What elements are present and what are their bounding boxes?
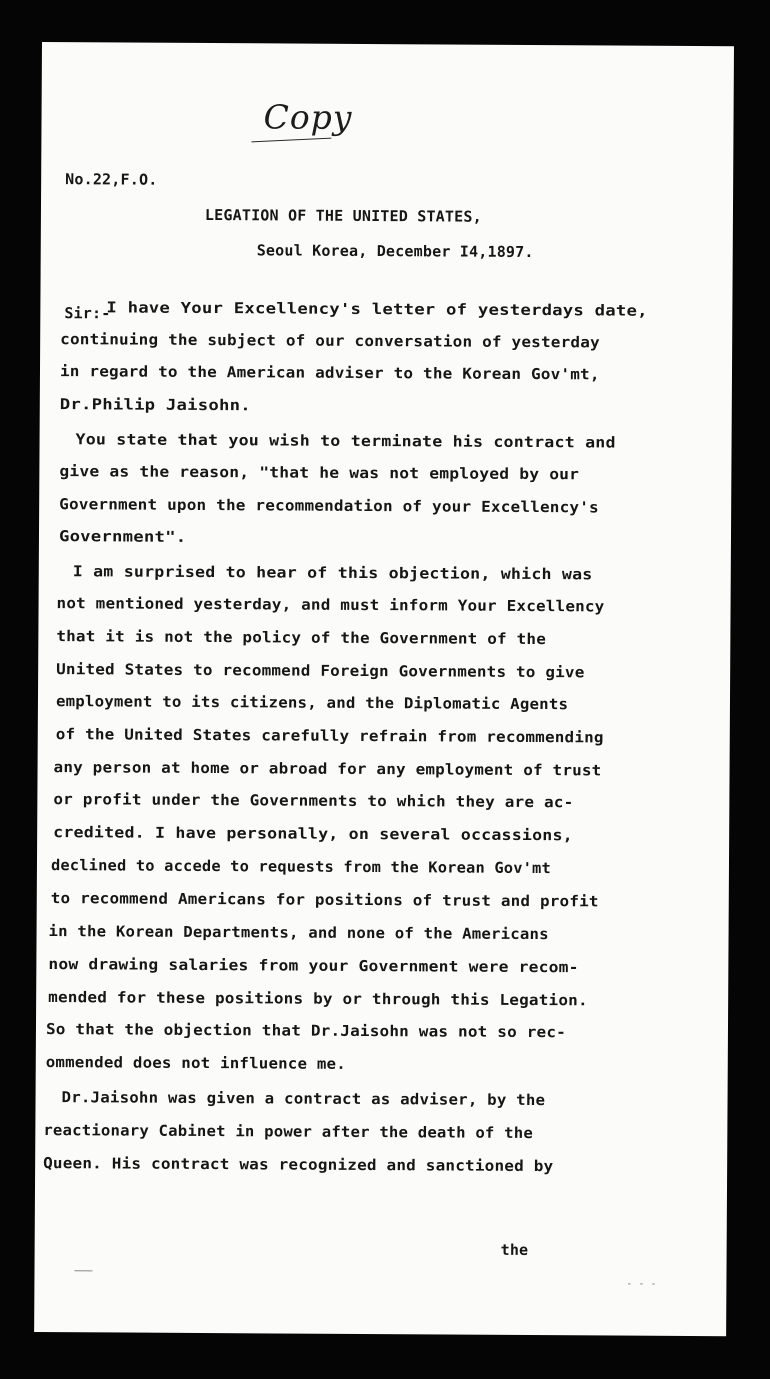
letter-line: of the United States carefully refrain from recommending — [55, 725, 604, 747]
letter-line: I am surprised to hear of this objection, which was — [72, 562, 593, 584]
page-edge-mark — [74, 1270, 92, 1271]
letter-line: now drawing salaries from your Government were recom- — [48, 955, 579, 977]
letter-line: Dr.Jaisohn was given a contract as adviser, by the — [61, 1088, 546, 1110]
letter-line: reactionary Cabinet in power after the death of the — [43, 1121, 534, 1143]
corner-mark: - - - — [626, 1278, 657, 1290]
letter-line: Queen. His contract was recognized and sanctioned by — [43, 1154, 554, 1176]
letter-line: in the Korean Departments, and none of the Americans — [48, 922, 549, 944]
catchword: the — [500, 1240, 529, 1259]
letter-line: that it is not the policy of the Government of the — [56, 627, 547, 649]
letter-line: I have Your Excellency's letter of yesterdays date, — [106, 298, 648, 320]
letter-line: employment to its citizens, and the Diplomatic Agents — [55, 692, 569, 714]
letter-line: continuing the subject of our conversation of yesterday — [60, 330, 600, 352]
letter-line: United States to recommend Foreign Governments to give — [56, 660, 585, 682]
copy-annotation: Copy — [263, 97, 353, 137]
letter-line: not mentioned yesterday, and must inform Your Excellency — [56, 594, 605, 616]
letter-line: mended for these positions by or through this Legation. — [48, 988, 588, 1010]
letter-line: Dr.Philip Jaisohn. — [59, 395, 251, 415]
legation-heading: LEGATION OF THE UNITED STATES, — [204, 205, 482, 226]
letter-line: credited. I have personally, on several occassions, — [53, 823, 573, 845]
salutation: Sir:- — [64, 304, 111, 323]
letter-line: Government upon the recommendation of your Excellency's — [59, 495, 599, 517]
letter-line: any person at home or abroad for any employment of trust — [53, 758, 602, 780]
letter-line: Government". — [58, 527, 187, 546]
letter-line: ommended does not influence me. — [45, 1053, 346, 1073]
copy-annotation-underline — [251, 138, 331, 143]
letter-line: to recommend Americans for positions of trust and profit — [50, 889, 599, 911]
place-and-date: Seoul Korea, December I4,1897. — [256, 241, 534, 262]
letter-page — [34, 42, 734, 1336]
letter-line: give as the reason, "that he was not employed by our — [59, 462, 580, 484]
letter-line: in regard to the American adviser to the Korean Gov'mt, — [59, 362, 600, 384]
letter-line: So that the objection that Dr.Jaisohn was not so rec- — [45, 1020, 567, 1042]
letter-line: declined to accede to requests from the Korean Gov'mt — [50, 856, 552, 878]
letter-line: or profit under the Governments to which they are ac- — [53, 790, 574, 812]
document-number: No.22,F.O. — [65, 170, 158, 189]
letter-line: You state that you wish to terminate his contract and — [75, 430, 616, 452]
